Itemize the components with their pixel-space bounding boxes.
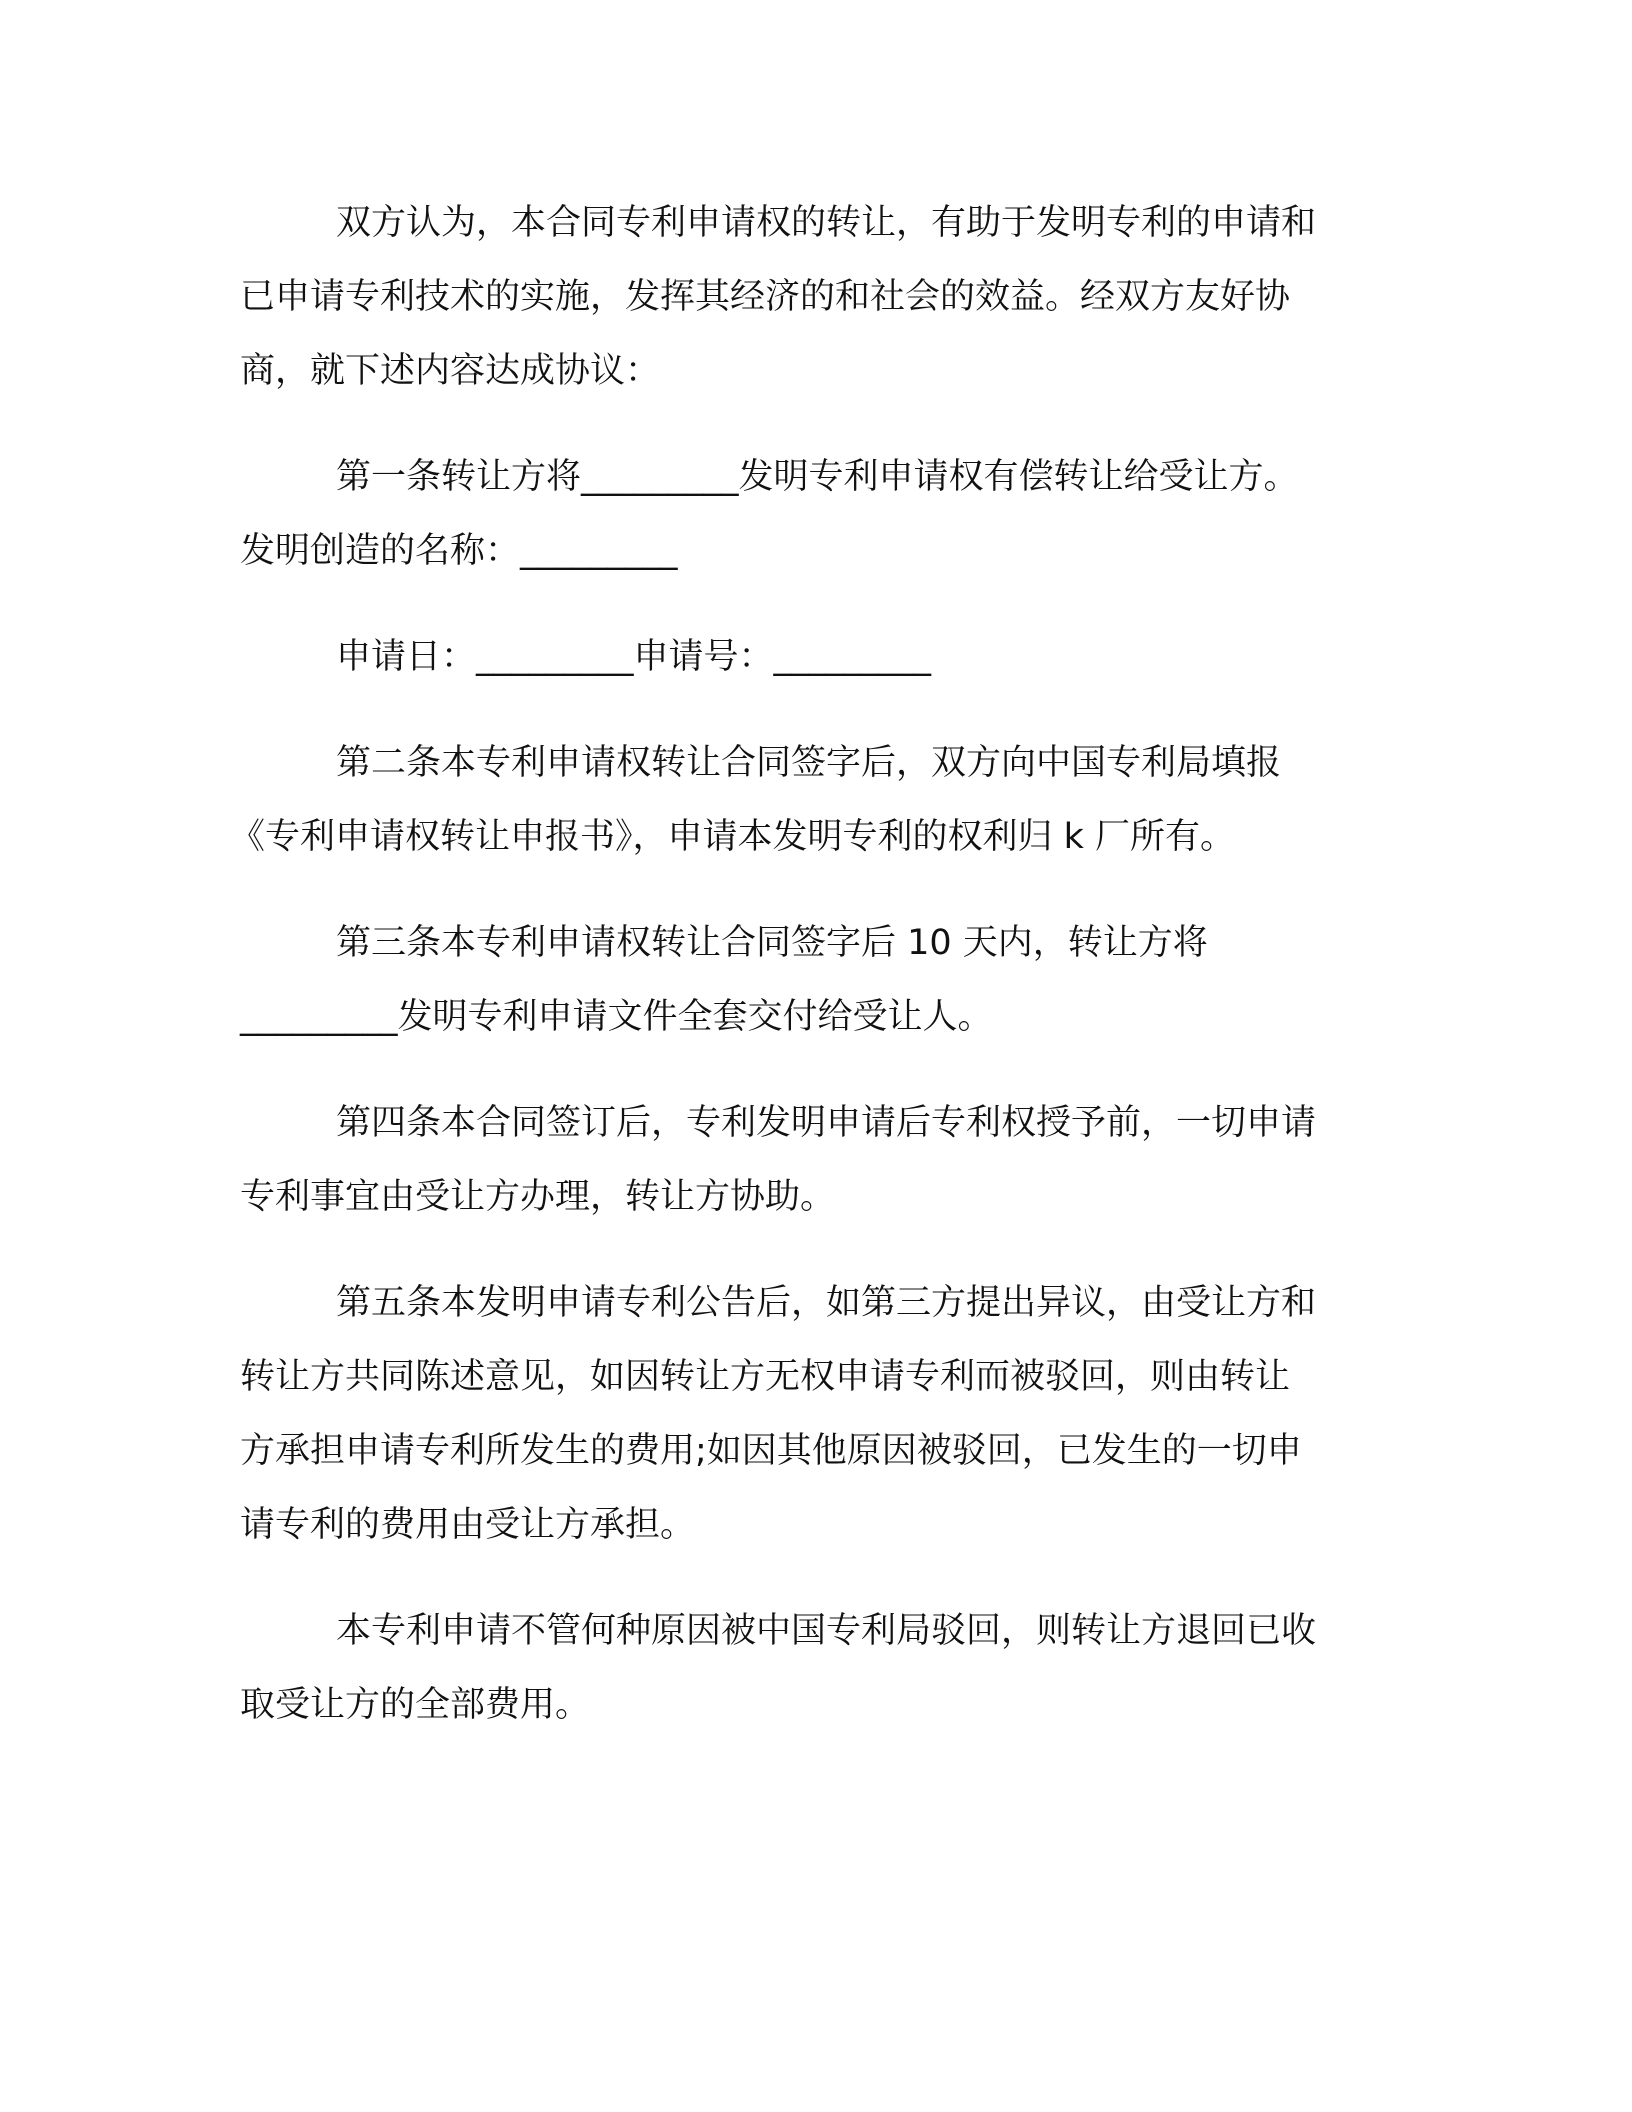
text-line: 第三条本专利申请权转让合同签字后 10 天内，转让方将 — [336, 923, 1208, 963]
document-body — [230, 186, 1390, 1774]
text-line: 申请日：_________申请号：_________ — [336, 637, 932, 677]
paragraph-intro — [240, 186, 1390, 408]
text-line: 第四条本合同签订后，专利发明申请后专利权授予前，一切申请 — [336, 1103, 1317, 1143]
paragraph-article-5 — [240, 1266, 1390, 1562]
text-line: 请专利的费用由受让方承担。 — [240, 1505, 696, 1545]
text-line: 转让方共同陈述意见，如因转让方无权申请专利而被驳回，则由转让 — [240, 1357, 1291, 1397]
text-line: 方承担申请专利所发生的费用;如因其他原因被驳回，已发生的一切申 — [240, 1431, 1302, 1471]
text-line: 《专利申请权转让申报书》，申请本发明专利的权利归 k 厂所有。 — [230, 817, 1236, 857]
paragraph-application-info — [240, 620, 1390, 694]
paragraph-article-2 — [230, 726, 1390, 874]
paragraph-article-4 — [240, 1086, 1390, 1234]
text-line: 商，就下述内容达成协议： — [240, 351, 661, 391]
text-line: 专利事宜由受让方办理，转让方协助。 — [240, 1177, 836, 1217]
paragraph-article-1 — [240, 440, 1390, 588]
text-line: 第二条本专利申请权转让合同签字后，双方向中国专利局填报 — [336, 743, 1282, 783]
paragraph-refund — [240, 1594, 1390, 1742]
text-line: 发明创造的名称：_________ — [240, 531, 678, 571]
text-line: 第五条本发明申请专利公告后，如第三方提出异议，由受让方和 — [336, 1283, 1317, 1323]
text-line: _________发明专利申请文件全套交付给受让人。 — [240, 997, 993, 1037]
text-line: 双方认为，本合同专利申请权的转让，有助于发明专利的申请和 — [336, 203, 1317, 243]
text-line: 第一条转让方将_________发明专利申请权有偿转让给受让方。 — [336, 457, 1299, 497]
text-line: 本专利申请不管何种原因被中国专利局驳回，则转让方退回已收 — [336, 1611, 1317, 1651]
paragraph-article-3 — [240, 906, 1390, 1054]
text-line: 已申请专利技术的实施，发挥其经济的和社会的效益。经双方友好协 — [240, 277, 1291, 317]
text-line: 取受让方的全部费用。 — [240, 1685, 591, 1725]
